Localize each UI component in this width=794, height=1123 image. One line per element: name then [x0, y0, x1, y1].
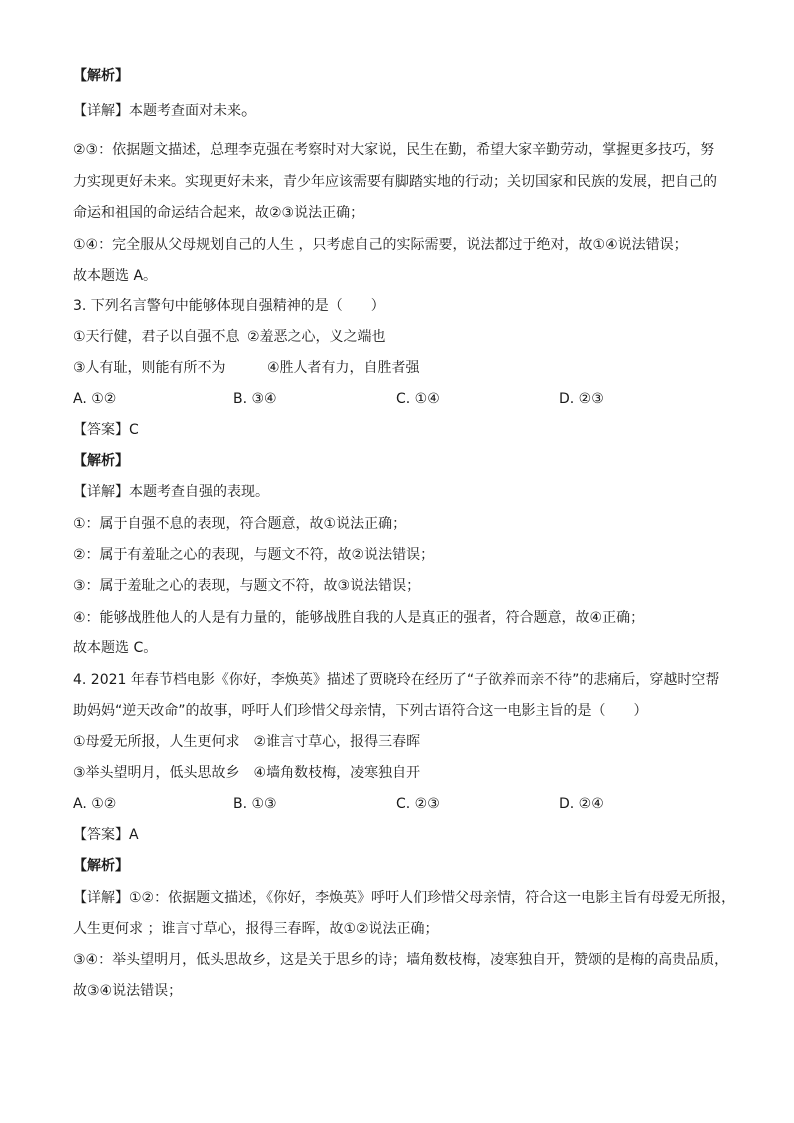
item-4: ④胜人者有力，自胜者强	[267, 360, 420, 376]
answer-line: 【答案】A	[73, 827, 139, 843]
paragraph-line: 力实现更好未来。实现更好未来，青少年应该需要有脚踏实地的行动；关切国家和民族的发展，把自己的	[73, 174, 717, 190]
option-a[interactable]: A. ①②	[73, 796, 117, 812]
question-4-stem-line-2: 助妈妈“逆天改命”的故事，呼吁人们珍惜父母亲情，下列古语符合这一电影主旨的是（ ）	[73, 703, 648, 719]
paragraph-line: ②③：依据题文描述，总理李克强在考察时对大家说，民生在勤，希望大家辛勤劳动，掌握更多技巧，努	[73, 142, 715, 158]
option-b[interactable]: B. ①③	[233, 796, 277, 812]
question-3-items-row-2	[73, 358, 420, 378]
option-d[interactable]: D. ②④	[559, 796, 604, 812]
detail-dot: 。	[241, 100, 258, 120]
detail-line: 【详解】本题考查自强的表现。	[73, 484, 269, 500]
paragraph-line: ①④：完全服从父母规划自己的人生 ，只考虑自己的实际需要，说法都过于绝对，故①④说法错误；	[73, 237, 688, 253]
question-4-items-row-2: ③举头望明月，低头思故乡 ④墙角数枝梅，凌寒独自开	[73, 765, 421, 781]
conclusion-line: 故本题选 A。	[73, 268, 158, 284]
analysis-item-1: ①：属于自强不息的表现，符合题意，故①说法正确；	[73, 516, 407, 532]
answer-line: 【答案】C	[73, 422, 139, 438]
item-1: ①天行健，君子以自强不息	[73, 329, 240, 345]
detail-line	[73, 100, 258, 121]
option-d[interactable]: D. ②③	[559, 391, 604, 407]
paragraph-line: 命运和祖国的命运结合起来，故②③说法正确；	[73, 205, 365, 221]
question-4-stem-line-1: 4. 2021 年春节档电影《你好，李焕英》描述了贾晓玲在经历了“子欲养而亲不待”的悲痛后，穿越时空帮	[73, 672, 720, 688]
question-3-options	[73, 389, 733, 409]
analysis-label: 【解析】	[73, 453, 129, 469]
detail-line-4: 故③④说法错误；	[73, 983, 183, 999]
question-3-items-row-1	[73, 327, 386, 347]
option-c[interactable]: C. ②③	[396, 796, 440, 812]
option-a[interactable]: A. ①②	[73, 391, 117, 407]
analysis-item-4: ④：能够战胜他人的人是有力量的，能够战胜自我的人是真正的强者，符合题意，故④正确；	[73, 610, 645, 626]
analysis-label: 【解析】	[73, 68, 129, 84]
detail-line-3: ③④：举头望明月，低头思故乡，这是关于思乡的诗；墙角数枝梅，凌寒独自开，赞颂的是梅的高贵品质，	[73, 952, 729, 968]
question-4-items-row-1: ①母爱无所报，人生更何求 ②谁言寸草心，报得三春晖	[73, 734, 421, 750]
detail-text: 【详解】本题考查面对未来	[73, 103, 241, 119]
question-3-stem: 3. 下列名言警句中能够体现自强精神的是（ ）	[73, 298, 385, 314]
detail-line-2: 人生更何求 ；谁言寸草心，报得三春晖，故①②说法正确；	[73, 921, 439, 937]
item-3: ③人有耻，则能有所不为	[73, 360, 226, 376]
conclusion-line: 故本题选 C。	[73, 640, 158, 656]
analysis-item-3: ③：属于羞耻之心的表现，与题文不符，故③说法错误；	[73, 578, 421, 594]
option-b[interactable]: B. ③④	[233, 391, 277, 407]
item-2: ②羞恶之心，义之端也	[247, 329, 386, 345]
analysis-label: 【解析】	[73, 858, 129, 874]
detail-line-1: 【详解】①②：依据题文描述，《你好，李焕英》呼吁人们珍惜父母亲情，符合这一电影主旨有母爱无所报，	[73, 890, 736, 906]
option-c[interactable]: C. ①④	[396, 391, 440, 407]
question-4-options	[73, 794, 733, 814]
analysis-item-2: ②：属于有羞耻之心的表现，与题文不符，故②说法错误；	[73, 547, 435, 563]
